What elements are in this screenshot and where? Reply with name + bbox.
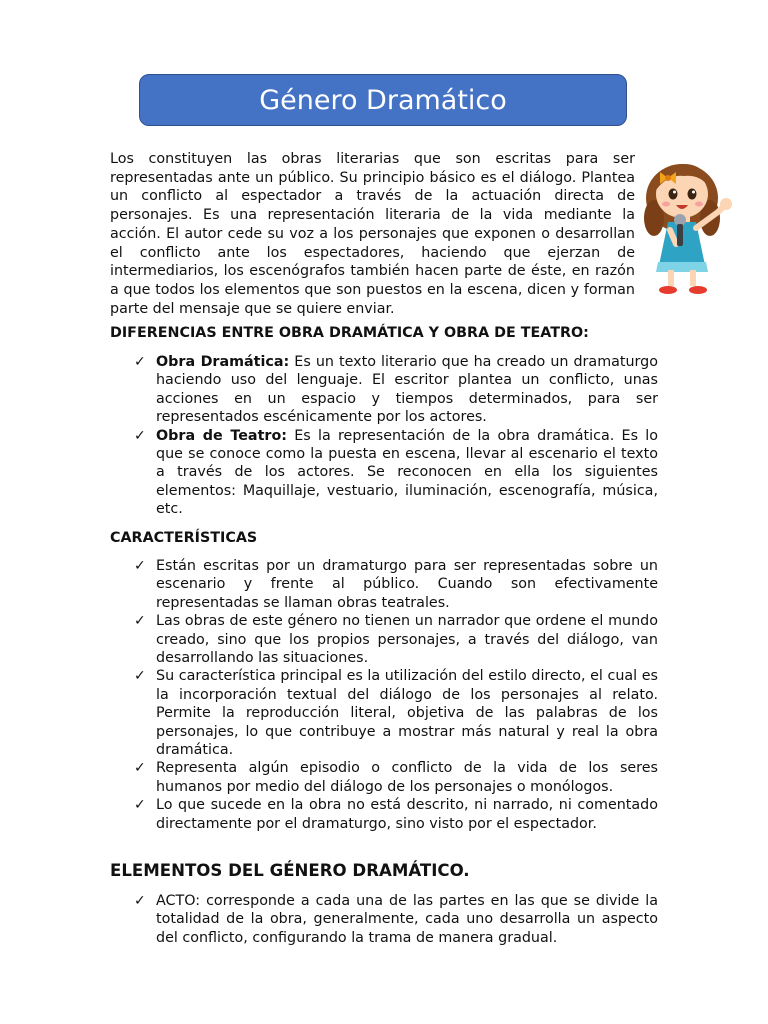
list-item-text: ACTO: corresponde a cada una de las partes en las que se divide la totalidad de la obra, generalmente, cada uno desarrolla un aspecto del conflicto, configurando la trama de manera gradual. (156, 893, 658, 946)
list-item (110, 427, 658, 519)
list-item (110, 759, 658, 796)
term-label: Obra de Teatro: (156, 427, 288, 444)
list-item-text: Su característica principal es la utilización del estilo directo, el cual es la incorporación textual del diálogo de los personajes al relato. Permite la reproducción literal, objetiva de las palabras de los personajes, lo que contribuye a mostrar más natural y real la obra dramática. (156, 668, 658, 759)
characteristics-heading: CARACTERÍSTICAS (110, 530, 258, 546)
characteristics-list (110, 557, 658, 833)
elements-list (110, 892, 658, 947)
check-icon: ✓ (134, 760, 146, 777)
list-item (110, 353, 658, 427)
list-item (110, 892, 658, 947)
differences-list (110, 353, 658, 519)
check-icon: ✓ (134, 613, 146, 630)
page-title: Género Dramático (259, 84, 507, 116)
check-icon: ✓ (134, 797, 146, 814)
list-item (110, 557, 658, 612)
differences-heading: DIFERENCIAS ENTRE OBRA DRAMÁTICA Y OBRA DE TEATRO: (110, 325, 589, 341)
intro-paragraph: Los constituyen las obras literarias que son escritas para ser representadas ante un público. Su principio básico es el diálogo. Plantea un conflicto al espectador a través de la actuación directa de personajes. Es una representación literaria de la vida mediante la acción. El autor cede su voz a los personajes que exponen o desarrollan el conflicto ante los espectadores, haciendo que ejerzan de intermediarios, los escenógrafos también hacen parte de éste, en razón a que todos los elementos que son puestos en la escena, dicen y forman parte del mensaje que se quiere enviar. (110, 151, 635, 317)
list-item (110, 796, 658, 833)
check-icon: ✓ (134, 558, 146, 574)
list-item-text: Lo que sucede en la obra no está descrito, ni narrado, ni comentado directamente por el dramaturgo, sino visto por el espectador. (156, 797, 658, 832)
title-banner (139, 74, 627, 126)
check-icon: ✓ (134, 354, 146, 370)
list-item-text: Las obras de este género no tienen un narrador que ordene el mundo creado, sino que los propios personajes, a través del diálogo, van desarrollando las situaciones. (156, 613, 658, 667)
list-item-text: Están escritas por un dramaturgo para ser representadas sobre un escenario y frente al público. Cuando son efectivamente representadas se llaman obras teatrales. (156, 558, 658, 611)
elements-heading: ELEMENTOS DEL GÉNERO DRAMÁTICO. (110, 861, 470, 880)
list-item (110, 612, 658, 667)
term-label: Obra Dramática: (156, 354, 290, 370)
girl-singer-illustration (640, 150, 740, 300)
list-item (110, 667, 658, 759)
check-icon: ✓ (134, 668, 146, 685)
term-description: Es la representación de la obra dramática. Es lo que se conoce como la puesta en escena, llevar al escenario el texto a través de los actores. Se reconocen en ella los siguientes elementos: Maquillaje, vestuario, iluminación, escenografía, música, etc. (156, 427, 659, 518)
check-icon: ✓ (134, 893, 146, 909)
term-description: Es un texto literario que ha creado un dramaturgo haciendo uso del lenguaje. El escritor plantea un conflicto, unas acciones en un espacio y tiempos determinados, para ser representados escénicamente por los actores. (156, 354, 658, 426)
check-icon: ✓ (134, 427, 146, 444)
list-item-text: Representa algún episodio o conflicto de la vida de los seres humanos por medio del diálogo de los personajes o monólogos. (156, 760, 658, 795)
